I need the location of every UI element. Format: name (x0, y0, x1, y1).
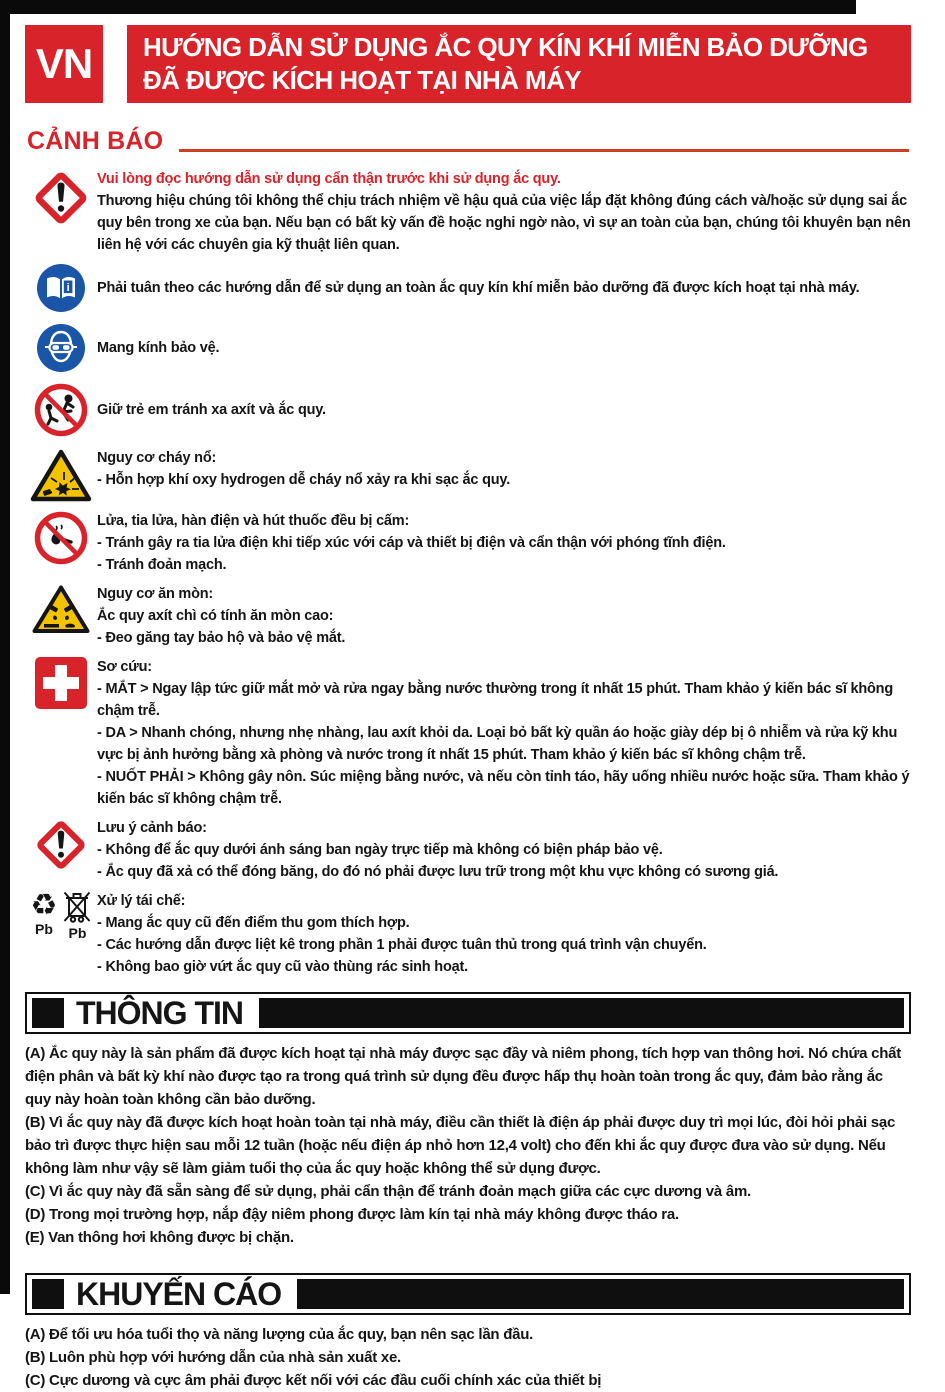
warning-title: Sơ cứu: (97, 659, 152, 675)
title-banner (127, 25, 911, 103)
section-bar (259, 998, 904, 1028)
warning-title: Nguy cơ cháy nổ: (97, 450, 217, 466)
page-title-line1: HƯỚNG DẪN SỬ DỤNG ẮC QUY KÍN KHÍ MIỄN BẢO DƯỠNG (143, 32, 868, 62)
warning-text: Phải tuân theo các hướng dẫn để sử dụng an toàn ắc quy kín khí miễn bảo dưỡng đã được kích hoạt tại nhà máy. (97, 280, 860, 296)
header (25, 25, 911, 103)
warning-item-corrosion (25, 583, 911, 649)
warning-text: - Các hướng dẫn được liệt kê trong phần 1 phải được tuân thủ trong quá trình vận chuyển. (97, 937, 707, 953)
warning-text: - Đeo găng tay bảo hộ và bảo vệ mắt. (97, 630, 346, 646)
label-content (10, 14, 923, 1392)
scan-edge-top (10, 0, 856, 14)
warning-item-read-carefully (25, 168, 911, 256)
scan-edge-left (0, 0, 10, 1294)
read-manual-icon (25, 263, 97, 313)
keep-children-away-icon (25, 383, 97, 437)
warning-item-follow-manual (25, 263, 911, 313)
section-square-mark (32, 1279, 64, 1309)
warning-text: - Mang ắc quy cũ đến điểm thu gom thích hợp. (97, 915, 410, 931)
warning-text: - MẮT > Ngay lập tức giữ mắt mở và rửa ngay bằng nước thường trong ít nhất 15 phút. Tham khảo ý kiến bác sĩ không chậm trễ. (97, 681, 893, 719)
warning-item-caution-notes (25, 817, 911, 883)
warning-title: Lửa, tia lửa, hàn điện và hút thuốc đều bị cấm: (97, 513, 410, 529)
warning-item-recycling (25, 890, 911, 978)
warning-text: - Không để ắc quy dưới ánh sáng ban ngày trực tiếp mà không có biện pháp bảo vệ. (97, 842, 663, 858)
info-section-header (25, 992, 911, 1034)
no-trash-bin-icon (63, 891, 91, 940)
recycle-pb-icon (25, 890, 97, 978)
warnings-heading-rule (179, 149, 909, 152)
info-paragraph: (C) Vì ắc quy này đã sẵn sàng để sử dụng, phải cẩn thận để tránh đoản mạch giữa các cực dương và âm. (25, 1183, 751, 1200)
warning-text: - Tránh gây ra tia lửa điện khi tiếp xúc với cáp và thiết bị điện và cẩn thận với phóng tĩnh điện. (97, 535, 726, 551)
ghs-exclamation-icon (25, 168, 97, 256)
page-title-line2: ĐÃ ĐƯỢC KÍCH HOẠT TẠI NHÀ MÁY (143, 65, 581, 95)
warning-title: Nguy cơ ăn mòn: (97, 586, 214, 602)
warning-title: Xử lý tái chế: (97, 893, 186, 909)
warning-text: - NUỐT PHẢI > Không gây nôn. Súc miệng bằng nước, và nếu còn tỉnh táo, hãy uống nhiều nước hoặc sữa. Tham khảo ý kiến bác sĩ không chậm trễ. (97, 769, 910, 807)
warning-text: - Không bao giờ vứt ắc quy cũ vào thùng rác sinh hoạt. (97, 959, 468, 975)
info-paragraph: (A) Ắc quy này là sản phẩm đã được kích hoạt tại nhà máy được sạc đầy và niêm phong, tích hợp van thông hơi. Nó chứa chất điện phân và bất kỳ khí nào được tạo ra trong quá trình sử dụng đều được hấp thụ hoàn toàn trong ắc quy, đảm bảo rằng ắc quy này hoàn toàn không cần bảo dưỡng. (25, 1045, 901, 1108)
warning-item-eye-protection (25, 323, 911, 373)
info-paragraph: (D) Trong mọi trường hợp, nắp đậy niêm phong được làm kín tại nhà máy không được tháo ra. (25, 1206, 679, 1223)
section-bar (297, 1279, 904, 1309)
advice-paragraph: (C) Cực dương và cực âm phải được kết nối với các đầu cuối chính xác của thiết bị (25, 1372, 602, 1389)
warning-text: - Hỗn hợp khí oxy hydrogen dễ cháy nổ xảy ra khi sạc ắc quy. (97, 472, 511, 488)
warning-text: Ắc quy axít chì có tính ăn mòn cao: (97, 608, 334, 624)
warning-text: Mang kính bảo vệ. (97, 340, 220, 356)
pb-label: Pb (35, 921, 53, 937)
ghs-exclamation-icon (25, 817, 97, 883)
warning-title: Vui lòng đọc hướng dẫn sử dụng cẩn thận trước khi sử dụng ắc quy. (97, 171, 561, 187)
warning-item-no-fire (25, 510, 911, 576)
no-fire-icon (25, 510, 97, 576)
warning-text: Giữ trẻ em tránh xa axít và ắc quy. (97, 402, 326, 418)
info-section-title: THÔNG TIN (76, 994, 243, 1031)
svg-text:i: i (66, 281, 70, 294)
advice-section-title: KHUYẾN CÁO (76, 1275, 282, 1312)
info-paragraph: (E) Van thông hơi không được bị chặn. (25, 1229, 294, 1246)
advice-paragraph: (A) Để tối ưu hóa tuổi thọ và năng lượng của ắc quy, bạn nên sạc lần đầu. (25, 1326, 534, 1343)
warning-text: - Ắc quy đã xả có thể đóng băng, do đó nó phải được lưu trữ trong một khu vực không có sương giá. (97, 864, 779, 880)
warnings-section-heading (27, 127, 911, 156)
advice-section-header (25, 1273, 911, 1315)
warning-item-keep-children-away (25, 383, 911, 437)
warning-title: Lưu ý cảnh báo: (97, 820, 207, 836)
warning-text: - Tránh đoản mạch. (97, 557, 227, 573)
info-paragraphs (25, 1042, 911, 1249)
info-paragraph: (B) Vì ắc quy này đã được kích hoạt hoàn toàn tại nhà máy, điều cần thiết là điện áp phải được duy trì mọi lúc, đòi hỏi phải sạc bảo trì được thực hiện sau mỗi 12 tuần (hoặc nếu điện áp nhỏ hơn 12,4 volt) cho đến khi ắc quy được đưa vào sử dụng. Nếu không làm như vậy sẽ làm giảm tuổi thọ của ắc quy hoặc không thể sử dụng được. (25, 1114, 896, 1177)
warning-text: - DA > Nhanh chóng, nhưng nhẹ nhàng, lau axít khỏi da. Loại bỏ bất kỳ quần áo hoặc giày dép bị ô nhiễm và rửa kỹ khu vực bị ảnh hưởng bằng xà phòng và nước trong ít nhất 15 phút. Tham khảo ý kiến bác sĩ không chậm trễ. (97, 725, 898, 763)
warnings-heading-label: CẢNH BÁO (27, 127, 164, 155)
warning-text: Thương hiệu chúng tôi không thể chịu trách nhiệm về hậu quả của việc lắp đặt không đúng cách và/hoặc sử dụng sai ắc quy bên trong xe của bạn. Nếu bạn có bất kỳ vấn đề hoặc nghi ngờ nào, vì sự an toàn của bạn, chúng tôi khuyên bạn nên liên hệ với các chuyên gia kỹ thuật liên quan. (97, 193, 911, 253)
explosion-hazard-icon (25, 447, 97, 503)
language-badge: VN (25, 25, 103, 103)
advice-paragraphs (25, 1323, 911, 1392)
first-aid-icon (25, 656, 97, 810)
eye-protection-icon (25, 323, 97, 373)
corrosive-icon (25, 583, 97, 649)
advice-paragraph: (B) Luôn phù hợp với hướng dẫn của nhà sản xuất xe. (25, 1349, 401, 1366)
section-square-mark (32, 998, 64, 1028)
warning-item-first-aid (25, 656, 911, 810)
recycle-symbol-icon: ♻ Pb (30, 888, 58, 937)
pb-label: Pb (68, 925, 87, 941)
warning-item-explosion-hazard (25, 447, 911, 503)
